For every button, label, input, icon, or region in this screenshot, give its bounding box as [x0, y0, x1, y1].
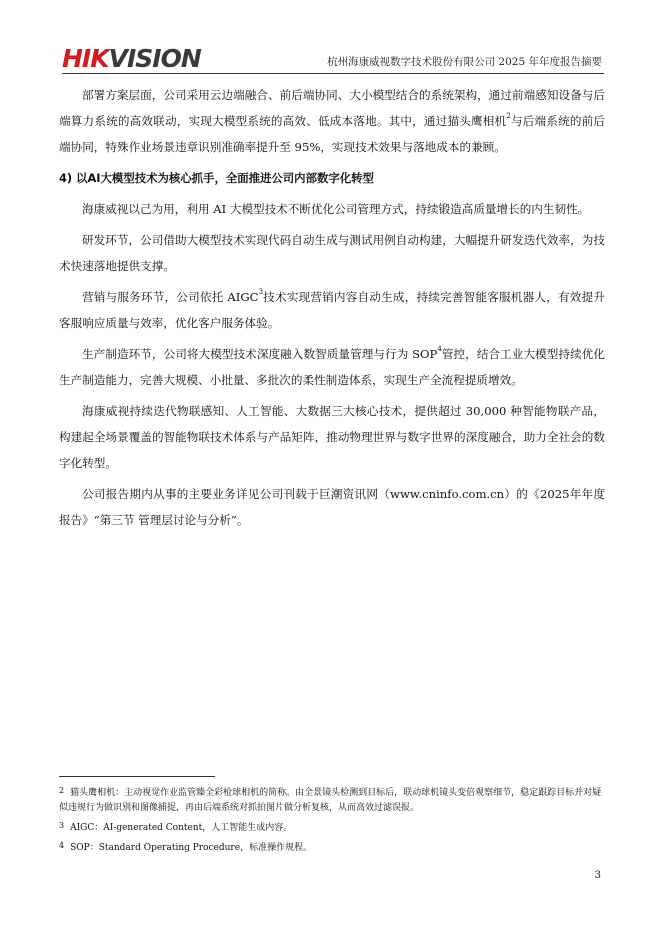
paragraph-text: 管控，结合工业大模型持续优化生产制造能力，完善大规模、小批量、多批次的柔性制造体系，实现生产全流程提质增效。 [59, 347, 605, 387]
section-heading: 4) 以AI大模型技术为核心抓手，全面推进公司内部数字化转型 [59, 171, 374, 185]
footnote-ref-4[interactable]: 4 [437, 345, 442, 353]
paragraph-reference: 公司报告期内从事的主要业务详见公司刊载于巨潮资讯网（www.cninfo.com.cn）的《2025年年度报告》“第三节 管理层讨论与分析”。 [59, 487, 605, 527]
logo-hik-text: HIK [62, 44, 109, 73]
page-header [62, 43, 604, 74]
header-title: 杭州海康威视数字技术股份有限公司 2025 年年度报告摘要 [327, 56, 602, 68]
footnote-mark: 3 [59, 821, 65, 830]
footnote-4 [59, 840, 605, 856]
paragraph-text: 生产制造环节，公司将大模型技术深度融入数智质量管理与行为 SOP [82, 347, 438, 361]
paragraph-text: 部署方案层面，公司采用云边端融合、前后端协同、大小模型结合的系统架构，通过前端感知设备与后端算力系统的高效联动，实现大模型系统的高效、低成本落地。其中，通过猫头鹰相机 [59, 88, 605, 128]
page-number: 3 [594, 870, 601, 881]
paragraph-text: 与后端系统的前后端协同，特殊作业场景违章识别准确率提升至 95%，实现技术效果与落地成本的兼顾。 [59, 114, 605, 154]
paragraph-intro: 海康威视以己为用，利用 AI 大模型技术不断优化公司管理方式，持续锻造高质量增长的内生韧性。 [82, 202, 590, 216]
paragraph-manufacturing [59, 341, 605, 393]
footnote-ref-2[interactable]: 2 [506, 112, 511, 120]
footnote-mark: 4 [59, 841, 65, 850]
paragraph-text: 技术实现营销内容自动生成，持续完善智能客服机器人，有效提升客服响应质量与效率，优化客户服务体验。 [59, 290, 605, 330]
footnote-2 [59, 785, 605, 816]
footnote-text: 猫头鹰相机：主动视觉作业监管臻全彩枪球相机的简称。由全景镜头检测到目标后，联动球机镜头变倍观察细节，稳定跟踪目标并对疑似违规行为做识别和图像捕捉，再由后端系统对抓拍图片做分析复核，从而高效过滤误报。 [59, 788, 602, 813]
paragraph-iot: 海康威视持续迭代物联感知、人工智能、大数据三大核心技术，提供超过 30,000 种智能物联产品，构建起全场景覆盖的智能物联技术体系与产品矩阵，推动物理世界与数字世界的深度融合，助力全社会的数字化转型。 [59, 404, 605, 470]
hikvision-logo [62, 46, 201, 72]
paragraph-rnd: 研发环节，公司借助大模型技术实现代码自动生成与测试用例自动构建，大幅提升研发迭代效率，为技术快速落地提供支撑。 [59, 233, 605, 273]
footnotes [59, 785, 605, 860]
footnote-3 [59, 820, 605, 836]
paragraph-marketing [59, 284, 605, 336]
paragraph-text: 营销与服务环节，公司依托 AIGC [82, 290, 259, 304]
logo-vision-text: VISION [108, 44, 201, 73]
footnote-text: SOP：Standard Operating Procedure，标准操作规程。 [70, 843, 313, 853]
footnote-text: AIGC：AI-generated Content，人工智能生成内容。 [70, 823, 293, 833]
paragraph-deployment [59, 82, 605, 160]
footnote-divider [59, 776, 215, 777]
footnote-mark: 2 [59, 786, 65, 795]
main-content [59, 82, 605, 538]
footnote-ref-3[interactable]: 3 [258, 288, 263, 296]
